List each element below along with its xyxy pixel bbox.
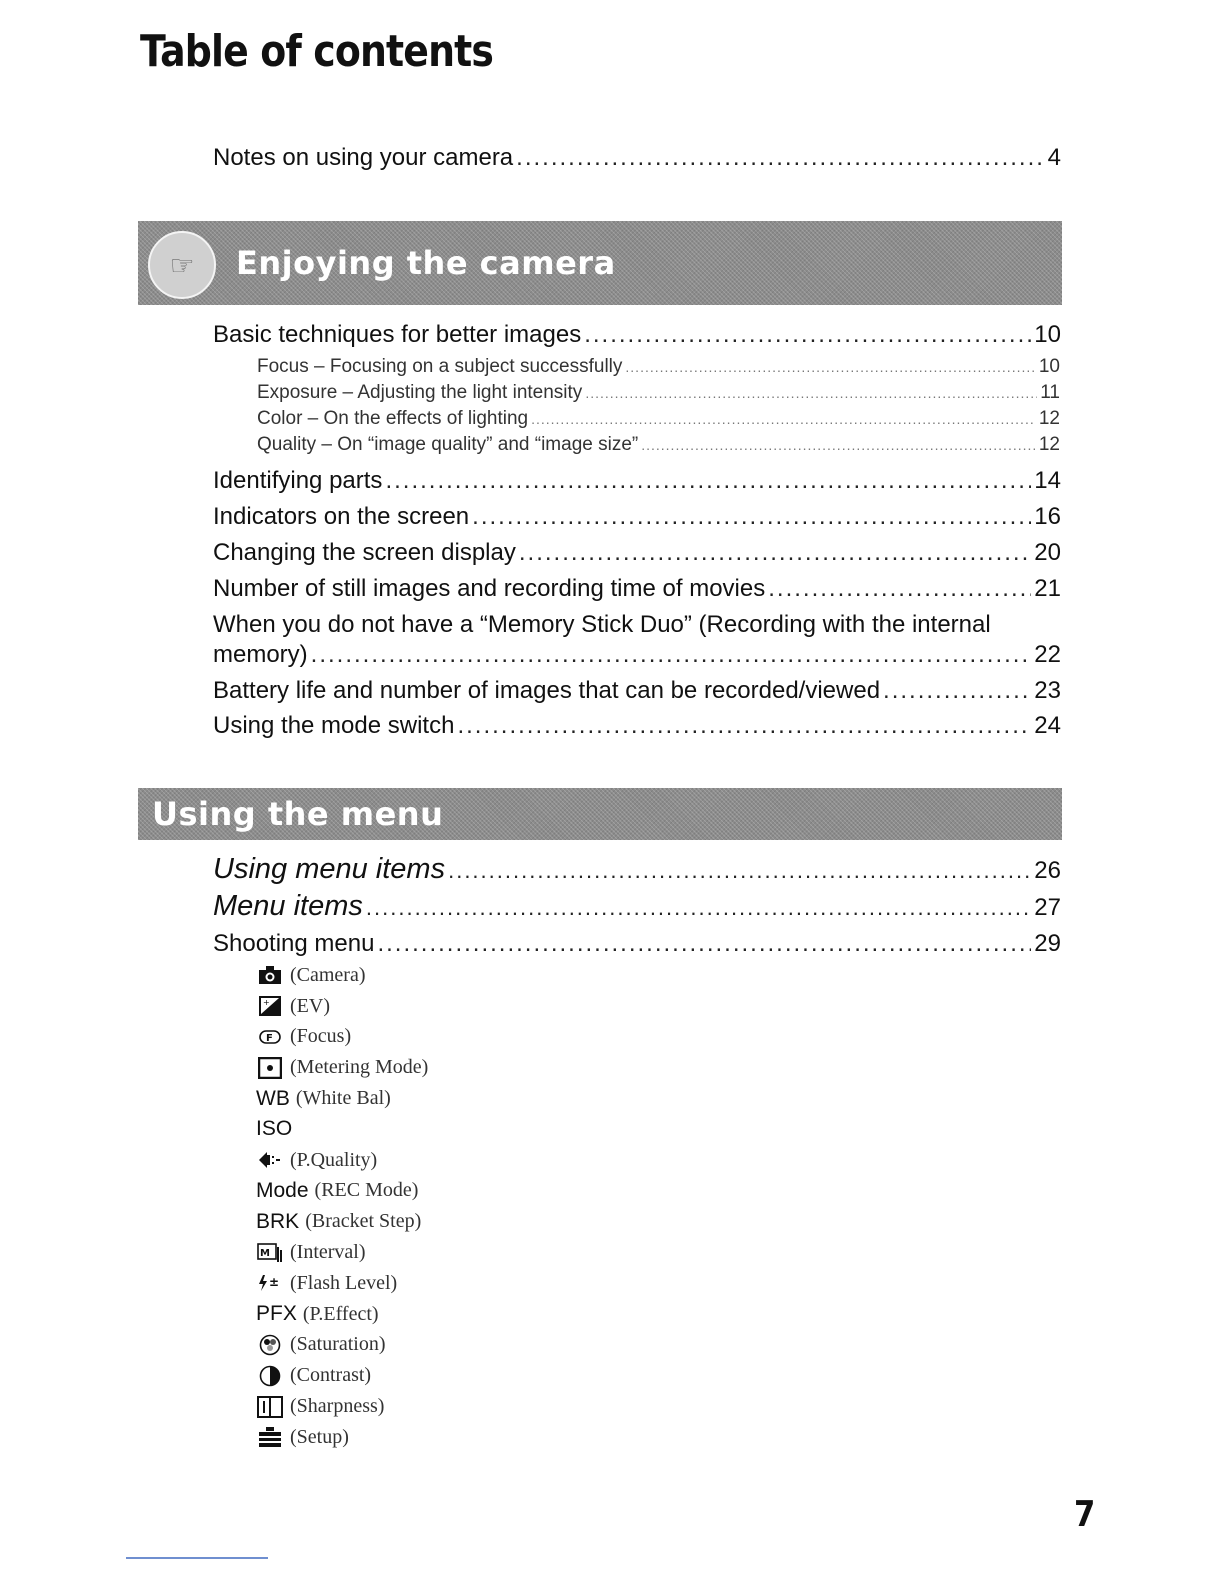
toc-entry-page: 12	[1038, 408, 1060, 429]
quality-icon	[256, 1149, 284, 1171]
dot-leader	[625, 359, 1035, 375]
toc-entry[interactable]	[213, 575, 1061, 603]
svg-text:+: +	[263, 998, 270, 1008]
svg-text:F: F	[266, 1032, 273, 1044]
toc-entry-label: memory)	[213, 641, 308, 668]
metering-icon	[256, 1057, 284, 1079]
toc-entry-page: 24	[1034, 712, 1061, 739]
section-heading: Using the menu	[152, 795, 444, 833]
toc-entry-line2[interactable]	[213, 641, 1061, 669]
toc-entry-page: 26	[1034, 857, 1061, 884]
toc-entry-label: Notes on using your camera	[213, 144, 514, 171]
dot-leader	[385, 467, 1031, 495]
camera-icon	[256, 964, 284, 986]
list-item[interactable]: F (Focus)	[256, 1022, 428, 1053]
toc-entry-page: 29	[1034, 930, 1061, 957]
toc-entry[interactable]	[213, 467, 1061, 495]
dot-leader	[519, 539, 1031, 567]
toc-entry-line1[interactable]	[213, 611, 1061, 639]
svg-text:±: ±	[269, 1275, 280, 1290]
dot-leader	[366, 895, 1031, 921]
toc-entry-page: 21	[1034, 575, 1061, 602]
page-title: Table of contents	[140, 26, 494, 77]
toc-subentry[interactable]	[257, 408, 1060, 430]
list-item[interactable]: (Contrast)	[256, 1360, 428, 1391]
list-item[interactable]: BRK (Bracket Step)	[256, 1209, 422, 1233]
toc-entry[interactable]	[213, 144, 1061, 172]
list-item[interactable]: ISO	[256, 1117, 293, 1141]
toc-entry-page: 10	[1038, 356, 1060, 377]
toc-entry-label: Color – On the effects of lighting	[257, 408, 529, 429]
toc-entry[interactable]	[213, 503, 1061, 531]
toc-entry-page: 11	[1040, 382, 1060, 403]
toc-entry[interactable]	[213, 853, 1061, 886]
list-item[interactable]: (Saturation)	[256, 1330, 428, 1361]
dot-leader	[531, 411, 1036, 427]
toc-entry[interactable]	[213, 539, 1061, 567]
toc-entry[interactable]	[213, 321, 1061, 349]
dot-leader	[457, 712, 1031, 740]
saturation-icon	[256, 1334, 284, 1356]
toc-subentry[interactable]	[257, 382, 1060, 404]
toc-entry-label: Basic techniques for better images	[213, 321, 582, 348]
toc-entry-label: Shooting menu	[213, 930, 375, 957]
svg-text:M: M	[260, 1247, 270, 1259]
setup-icon	[256, 1426, 284, 1448]
list-item[interactable]: (Sharpness)	[256, 1391, 428, 1422]
toc-entry-page: 4	[1047, 144, 1061, 171]
dot-leader	[472, 503, 1031, 531]
toc-entry[interactable]	[213, 712, 1061, 740]
dot-leader	[377, 930, 1031, 958]
sharpness-icon	[256, 1396, 284, 1418]
focus-icon	[256, 1026, 284, 1048]
section-banner-menu	[138, 788, 1062, 840]
toc-entry-label: Changing the screen display	[213, 539, 516, 566]
toc-entry-label: Indicators on the screen	[213, 503, 470, 530]
section-banner-enjoying	[138, 221, 1062, 305]
toc-entry-label: Battery life and number of images that can be recorded/viewed	[213, 677, 881, 704]
list-item[interactable]: + (EV)	[256, 991, 428, 1022]
toc-entry-label: Number of still images and recording time of movies	[213, 575, 766, 602]
toc-subentry[interactable]	[257, 356, 1060, 378]
list-item[interactable]: (Setup)	[256, 1422, 428, 1453]
ev-icon	[256, 995, 284, 1017]
toc-entry-label: Quality – On “image quality” and “image size”	[257, 434, 639, 455]
dot-leader	[584, 321, 1031, 349]
footer-rule	[126, 1557, 268, 1559]
toc-entry-label: Identifying parts	[213, 467, 383, 494]
list-item[interactable]: PFX (P.Effect)	[256, 1302, 379, 1326]
toc-entry-label: Menu items	[213, 890, 363, 922]
section-heading: Enjoying the camera	[236, 244, 616, 282]
toc-entry-page: 22	[1034, 641, 1061, 668]
toc-entry-label: Exposure – Adjusting the light intensity	[257, 382, 583, 403]
list-item[interactable]: (P.Quality)	[256, 1145, 428, 1176]
list-item[interactable]: M (Interval)	[256, 1237, 428, 1268]
toc-entry-page: 27	[1034, 894, 1061, 921]
interval-icon	[256, 1242, 284, 1264]
toc-entry-page: 14	[1034, 467, 1061, 494]
toc-entry-page: 16	[1034, 503, 1061, 530]
dot-leader	[883, 677, 1031, 705]
toc-entry[interactable]	[213, 677, 1061, 705]
dot-leader	[516, 144, 1044, 172]
dot-leader	[585, 385, 1037, 401]
contrast-icon	[256, 1365, 284, 1387]
dot-leader	[448, 858, 1031, 884]
dot-leader	[768, 575, 1031, 603]
toc-entry-label: Using the mode switch	[213, 712, 455, 739]
flash-level-icon	[256, 1272, 284, 1294]
toc-subentry[interactable]	[257, 434, 1060, 456]
toc-entry-page: 10	[1034, 321, 1061, 348]
camera-guide-icon: ☞	[148, 231, 216, 299]
list-item[interactable]: (Camera)	[256, 960, 428, 991]
dot-leader	[311, 641, 1032, 669]
toc-entry-page: 23	[1034, 677, 1061, 704]
list-item[interactable]: (Metering Mode)	[256, 1052, 428, 1083]
page-number: 7	[1074, 1494, 1096, 1535]
list-item[interactable]: ± (Flash Level)	[256, 1268, 428, 1299]
toc-entry-page: 20	[1034, 539, 1061, 566]
list-item[interactable]: Mode (REC Mode)	[256, 1178, 419, 1202]
shooting-menu-list	[256, 960, 428, 1453]
toc-entry-page: 12	[1038, 434, 1060, 455]
toc-entry[interactable]	[213, 890, 1061, 923]
toc-entry-label: Using menu items	[213, 853, 446, 885]
toc-entry[interactable]	[213, 930, 1061, 958]
toc-entry-label: Focus – Focusing on a subject successfully	[257, 356, 623, 377]
dot-leader	[641, 437, 1036, 453]
toc-entry-label: When you do not have a “Memory Stick Duo” (Recording with the internal	[213, 611, 991, 638]
list-item[interactable]: WB (White Bal)	[256, 1086, 391, 1110]
